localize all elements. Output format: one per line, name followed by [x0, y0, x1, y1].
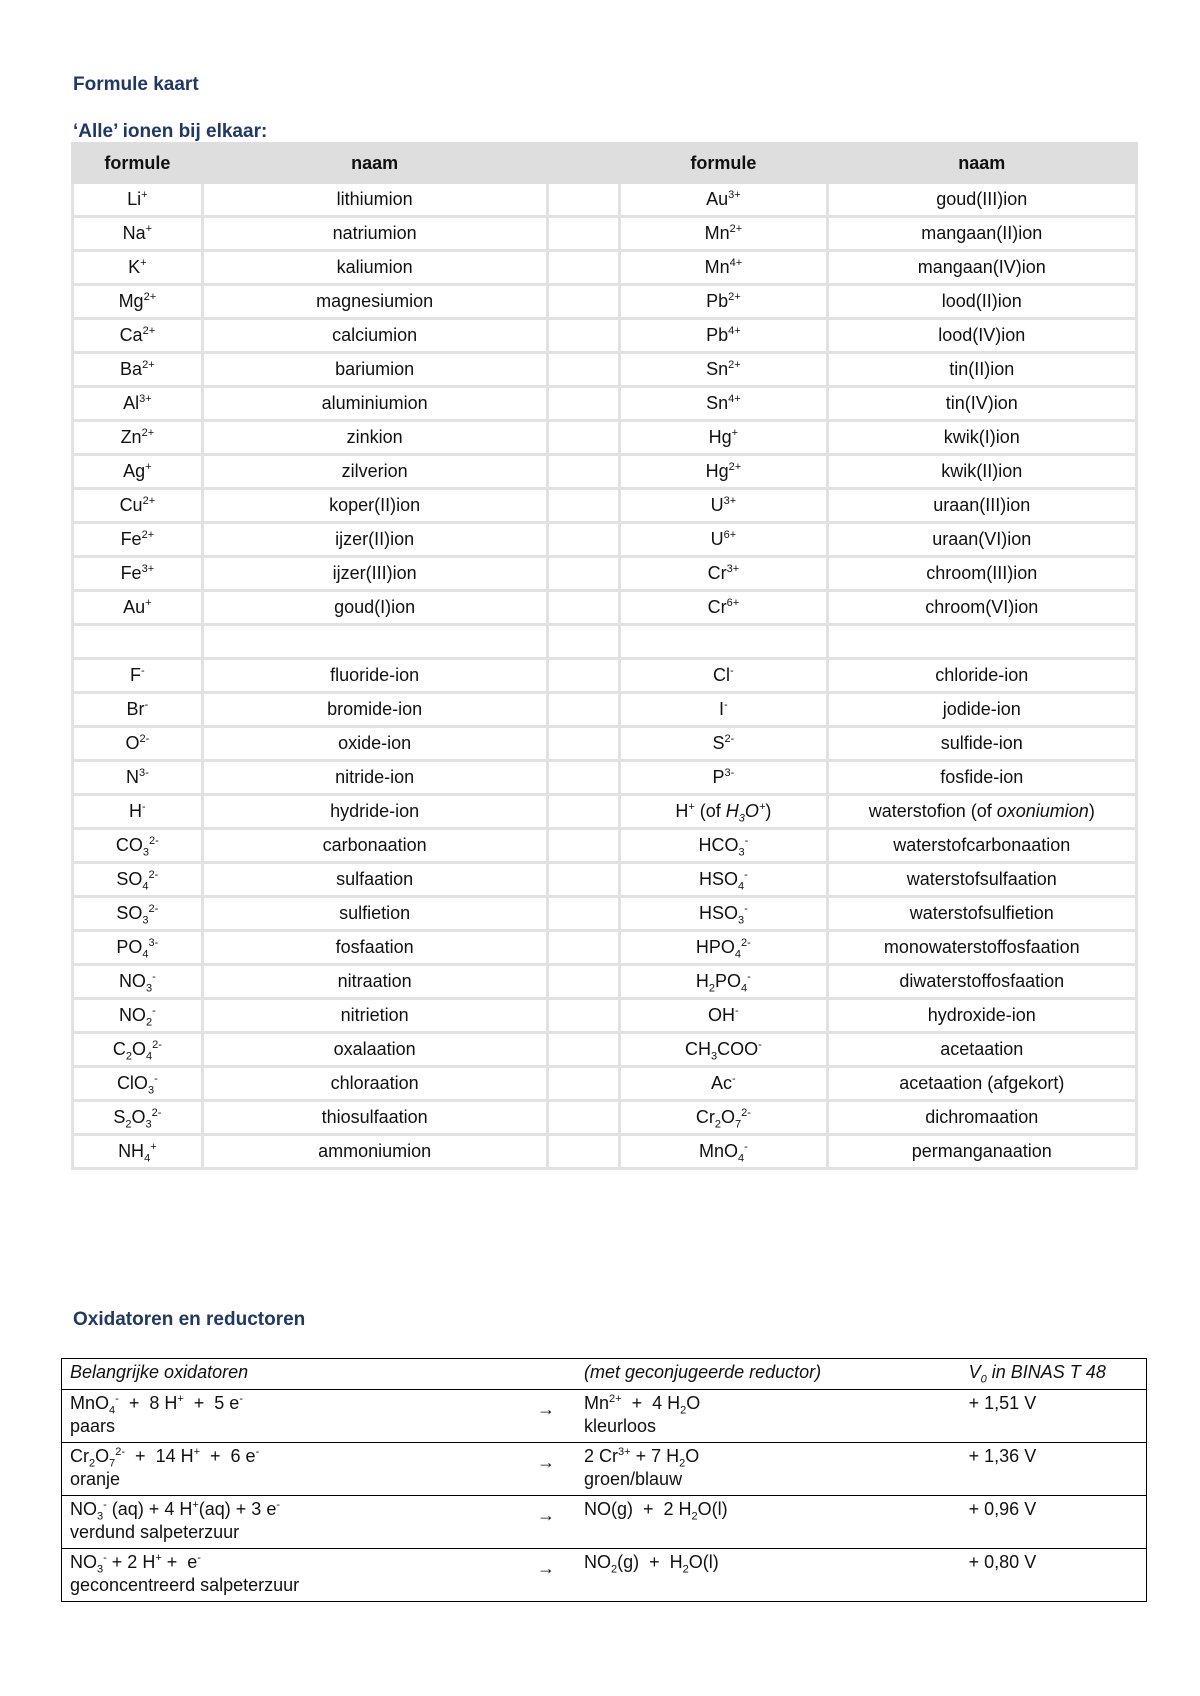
ion-name-left: fluoride-ion	[202, 659, 547, 693]
ion-row	[73, 421, 1137, 455]
ion-name-left: bariumion	[202, 353, 547, 387]
ion-formula-left: $S_2O_3^{2-}$	[73, 1101, 203, 1135]
ion-spacer-cell	[547, 1101, 620, 1135]
ion-formula-left: Li+	[73, 183, 203, 217]
ion-spacer-cell	[547, 1033, 620, 1067]
ion-row	[73, 523, 1137, 557]
ion-name-left: koper(II)ion	[202, 489, 547, 523]
ion-name-left: goud(I)ion	[202, 591, 547, 625]
ox-header-spacer	[516, 1359, 576, 1390]
ion-formula-right: $Cr_2O_7^{2-}$	[620, 1101, 827, 1135]
ion-name-right: chloride-ion	[827, 659, 1136, 693]
ion-spacer-cell	[547, 523, 620, 557]
reaction-arrow: →	[516, 1496, 576, 1549]
ion-formula-left: $Fe^{3+}$	[73, 557, 203, 591]
ion-name-right: sulfide-ion	[827, 727, 1136, 761]
ion-formula-left: $N^{3-}$	[73, 761, 203, 795]
ion-name-left: sulfaation	[202, 863, 547, 897]
ion-spacer-cell	[547, 251, 620, 285]
ion-name-left: nitride-ion	[202, 761, 547, 795]
reaction-arrow: →	[516, 1549, 576, 1602]
ion-row	[73, 693, 1137, 727]
ion-formula-left: $CO_3^{2-}$	[73, 829, 203, 863]
ion-formula-left: H-	[73, 795, 203, 829]
ion-name-right: dichromaation	[827, 1101, 1136, 1135]
ion-name-left: natriumion	[202, 217, 547, 251]
ion-name-left: ijzer(II)ion	[202, 523, 547, 557]
reductor-cell	[576, 1390, 961, 1443]
ion-row	[73, 251, 1137, 285]
ion-row	[73, 863, 1137, 897]
ions-table	[71, 142, 1138, 1170]
ion-name-left: aluminiumion	[202, 387, 547, 421]
ions-header-row	[73, 144, 1137, 183]
reaction-arrow: →	[516, 1390, 576, 1443]
ions-heading: ‘Alle’ ionen bij elkaar:	[73, 121, 268, 142]
ion-name-left: lithiumion	[202, 183, 547, 217]
ion-formula-right: $CH_3COO^-$	[620, 1033, 827, 1067]
ion-name-right: permanganaation	[827, 1135, 1136, 1169]
standard-potential: + 0,96 V	[961, 1496, 1147, 1549]
ion-name-left: kaliumion	[202, 251, 547, 285]
ion-row	[73, 795, 1137, 829]
ion-row	[73, 353, 1137, 387]
ion-spacer-cell	[547, 727, 620, 761]
ion-formula-right: $HCO_3^-$	[620, 829, 827, 863]
ion-formula-right: $Au^{3+}$	[620, 183, 827, 217]
ion-row	[73, 999, 1137, 1033]
reductor-color-note	[584, 1574, 953, 1597]
ion-row	[73, 489, 1137, 523]
ion-name-left: hydride-ion	[202, 795, 547, 829]
ion-spacer-cell	[547, 353, 620, 387]
oxidator-color-note: geconcentreerd salpeterzuur	[70, 1575, 300, 1595]
ion-name-left: oxide-ion	[202, 727, 547, 761]
ion-formula-right: $U^{6+}$	[620, 523, 827, 557]
ox-header-potential: $V_0$ in BINAS T 48	[961, 1359, 1147, 1390]
ion-name-right: uraan(III)ion	[827, 489, 1136, 523]
ion-formula-left: Au+	[73, 591, 203, 625]
ion-formula-left: $Zn^{2+}$	[73, 421, 203, 455]
ion-formula-right: $S^{2-}$	[620, 727, 827, 761]
header-formule-left: formule	[73, 144, 203, 183]
ion-formula-right: $U^{3+}$	[620, 489, 827, 523]
oxidators-table	[61, 1358, 1147, 1602]
ion-spacer-cell	[547, 1135, 620, 1169]
reductor-equation: $Mn^{2+} + 4$ $H_2O$	[584, 1393, 701, 1417]
ion-name-left: chloraation	[202, 1067, 547, 1101]
reductor-color-note	[584, 1521, 953, 1544]
ion-row	[73, 217, 1137, 251]
ion-row	[73, 1033, 1137, 1067]
oxidator-cell	[62, 1390, 517, 1443]
ion-formula-left: Na+	[73, 217, 203, 251]
ion-row	[73, 1135, 1137, 1169]
ion-formula-left: $NO_3^-$	[73, 965, 203, 999]
ion-name-right: jodide-ion	[827, 693, 1136, 727]
header-naam-left: naam	[202, 144, 547, 183]
reductor-cell	[576, 1496, 961, 1549]
ion-formula-right: $Pb^{2+}$	[620, 285, 827, 319]
reductor-equation: $NO_2(g) + H_2O(l)$	[584, 1552, 719, 1576]
ion-name-right: acetaation	[827, 1033, 1136, 1067]
ion-row	[73, 965, 1137, 999]
reductor-cell	[576, 1549, 961, 1602]
ion-name-left: nitraation	[202, 965, 547, 999]
ion-name-right: mangaan(IV)ion	[827, 251, 1136, 285]
ion-formula-right: $Hg^{2+}$	[620, 455, 827, 489]
ion-row	[73, 1101, 1137, 1135]
oxidator-equation: $NO_3^-$ (aq) + 4 H+(aq) + 3 e-	[70, 1499, 280, 1523]
ion-name-right	[827, 625, 1136, 659]
ion-formula-right: $Sn^{2+}$	[620, 353, 827, 387]
ion-formula-right: MnO$_4$-	[620, 1135, 827, 1169]
ion-formula-right: $H_2PO_4^-$	[620, 965, 827, 999]
ion-row	[73, 625, 1137, 659]
ion-name-right: mangaan(II)ion	[827, 217, 1136, 251]
ion-spacer-cell	[547, 625, 620, 659]
oxidator-row	[62, 1496, 1147, 1549]
ion-formula-left: $NH_4^+$	[73, 1135, 203, 1169]
oxidator-color-note: paars	[70, 1416, 116, 1436]
ion-name-left: sulfietion	[202, 897, 547, 931]
ion-name-left: carbonaation	[202, 829, 547, 863]
ion-formula-right: $HSO_3^-$	[620, 897, 827, 931]
ox-header-reductor: (met geconjugeerde reductor)	[576, 1359, 961, 1390]
ion-formula-right: $Mn^{2+}$	[620, 217, 827, 251]
ion-formula-left: $Cu^{2+}$	[73, 489, 203, 523]
ion-formula-right: Ac-	[620, 1067, 827, 1101]
ion-name-left: zinkion	[202, 421, 547, 455]
ion-formula-right	[620, 625, 827, 659]
ion-name-right: diwaterstoffosfaation	[827, 965, 1136, 999]
ion-spacer-cell	[547, 693, 620, 727]
ion-row	[73, 387, 1137, 421]
ion-formula-right: OH-	[620, 999, 827, 1033]
ion-formula-left: $Al^{3+}$	[73, 387, 203, 421]
oxidator-row	[62, 1390, 1147, 1443]
ion-spacer-cell	[547, 183, 620, 217]
ion-formula-left: $Ba^{2+}$	[73, 353, 203, 387]
ion-spacer-cell	[547, 931, 620, 965]
ion-row	[73, 727, 1137, 761]
ion-name-right: kwik(I)ion	[827, 421, 1136, 455]
ion-name-right: waterstofcarbonaation	[827, 829, 1136, 863]
ion-row	[73, 591, 1137, 625]
ion-name-left: bromide-ion	[202, 693, 547, 727]
ion-spacer-cell	[547, 557, 620, 591]
ion-name-left: ammoniumion	[202, 1135, 547, 1169]
reductor-cell	[576, 1443, 961, 1496]
reaction-arrow: →	[516, 1443, 576, 1496]
ion-formula-left: $Fe^{2+}$	[73, 523, 203, 557]
ion-name-right: tin(II)ion	[827, 353, 1136, 387]
ion-formula-left: $SO_4^{2-}$	[73, 863, 203, 897]
ion-formula-right: $Cr^{3+}$	[620, 557, 827, 591]
ion-row	[73, 761, 1137, 795]
ion-spacer-cell	[547, 285, 620, 319]
ion-name-right: lood(II)ion	[827, 285, 1136, 319]
oxidators-heading: Oxidatoren en reductoren	[73, 1309, 306, 1330]
oxidator-equation: MnO$_4$- + 8 H+ + 5 e-	[70, 1393, 243, 1417]
ion-name-left: zilverion	[202, 455, 547, 489]
ion-formula-left: $NO_2^-$	[73, 999, 203, 1033]
ion-spacer-cell	[547, 489, 620, 523]
ion-formula-right: $P^{3-}$	[620, 761, 827, 795]
ion-spacer-cell	[547, 455, 620, 489]
ion-spacer-cell	[547, 1067, 620, 1101]
ion-formula-left: $Mg^{2+}$	[73, 285, 203, 319]
ion-formula-right: $Mn^{4+}$	[620, 251, 827, 285]
ion-name-right: waterstofion (of oxoniumion)	[827, 795, 1136, 829]
ion-name-right: tin(IV)ion	[827, 387, 1136, 421]
oxidator-equation: $Cr_2O_7^{2-} + 14$ H+ + 6 e-	[70, 1446, 260, 1470]
ion-row	[73, 183, 1137, 217]
ion-row	[73, 319, 1137, 353]
ion-spacer-cell	[547, 965, 620, 999]
ion-row	[73, 285, 1137, 319]
ion-name-right: waterstofsulfaation	[827, 863, 1136, 897]
ion-spacer-cell	[547, 795, 620, 829]
ion-formula-left: $PO_4^{3-}$	[73, 931, 203, 965]
ion-name-left: calciumion	[202, 319, 547, 353]
ion-row	[73, 455, 1137, 489]
ion-row	[73, 897, 1137, 931]
ion-formula-left: Br-	[73, 693, 203, 727]
ion-formula-right: $Pb^{4+}$	[620, 319, 827, 353]
ion-name-right: kwik(II)ion	[827, 455, 1136, 489]
ion-name-left: fosfaation	[202, 931, 547, 965]
ion-name-left: nitrietion	[202, 999, 547, 1033]
ion-spacer-cell	[547, 421, 620, 455]
ion-name-left	[202, 625, 547, 659]
ion-spacer-cell	[547, 863, 620, 897]
ion-spacer-cell	[547, 897, 620, 931]
reductor-equation: NO(g) + 2 $H_2O(l)$	[584, 1499, 728, 1523]
ion-spacer-cell	[547, 659, 620, 693]
ion-spacer-cell	[547, 319, 620, 353]
reductor-color-note: kleurloos	[584, 1416, 657, 1436]
ion-formula-left	[73, 625, 203, 659]
ion-formula-left: K+	[73, 251, 203, 285]
header-formule-right: formule	[620, 144, 827, 183]
oxidator-color-note: oranje	[70, 1469, 121, 1489]
ion-formula-right: $HSO_4^-$	[620, 863, 827, 897]
ion-row	[73, 931, 1137, 965]
ion-formula-left: $Ca^{2+}$	[73, 319, 203, 353]
ion-formula-left: $C_2O_4^{2-}$	[73, 1033, 203, 1067]
oxidator-row	[62, 1443, 1147, 1496]
ion-name-left: ijzer(III)ion	[202, 557, 547, 591]
ion-row	[73, 659, 1137, 693]
ion-row	[73, 829, 1137, 863]
ion-formula-right: $HPO_4^{2-}$	[620, 931, 827, 965]
ion-row	[73, 557, 1137, 591]
ion-spacer-cell	[547, 829, 620, 863]
oxidator-cell	[62, 1496, 517, 1549]
ion-formula-left: ClO$_3$-	[73, 1067, 203, 1101]
ion-spacer-cell	[547, 387, 620, 421]
ion-formula-right: $Sn^{4+}$	[620, 387, 827, 421]
reductor-color-note: groen/blauw	[584, 1469, 683, 1489]
ion-formula-right: Cl-	[620, 659, 827, 693]
ox-header-oxidators: Belangrijke oxidatoren	[62, 1359, 517, 1390]
ion-name-right: goud(III)ion	[827, 183, 1136, 217]
ion-name-right: lood(IV)ion	[827, 319, 1136, 353]
oxidator-cell	[62, 1443, 517, 1496]
ion-name-right: uraan(VI)ion	[827, 523, 1136, 557]
header-spacer	[547, 144, 620, 183]
oxidator-color-note: verdund salpeterzuur	[70, 1522, 240, 1542]
ion-spacer-cell	[547, 217, 620, 251]
oxidator-equation: $NO_3^- + 2$ H+ + e-	[70, 1552, 201, 1576]
standard-potential: + 0,80 V	[961, 1549, 1147, 1602]
ion-name-right: fosfide-ion	[827, 761, 1136, 795]
ion-formula-left: $SO_3^{2-}$	[73, 897, 203, 931]
reductor-equation: 2 $Cr^{3+} + 7$ $H_2O$	[584, 1446, 700, 1470]
standard-potential: + 1,51 V	[961, 1390, 1147, 1443]
header-naam-right: naam	[827, 144, 1136, 183]
ion-formula-right: Hg+	[620, 421, 827, 455]
ion-spacer-cell	[547, 999, 620, 1033]
ion-formula-right: $Cr^{6+}$	[620, 591, 827, 625]
ion-formula-left: $O^{2-}$	[73, 727, 203, 761]
ion-name-left: thiosulfaation	[202, 1101, 547, 1135]
ion-formula-right: H+ (of $H_3O^+$)	[620, 795, 827, 829]
ion-spacer-cell	[547, 591, 620, 625]
standard-potential: + 1,36 V	[961, 1443, 1147, 1496]
page-title: Formule kaart	[73, 74, 199, 95]
ion-name-right: acetaation (afgekort)	[827, 1067, 1136, 1101]
ion-name-right: hydroxide-ion	[827, 999, 1136, 1033]
ion-name-right: chroom(VI)ion	[827, 591, 1136, 625]
ion-name-left: magnesiumion	[202, 285, 547, 319]
oxidators-header-row	[62, 1359, 1147, 1390]
oxidator-cell	[62, 1549, 517, 1602]
ion-row	[73, 1067, 1137, 1101]
ion-formula-left: Ag+	[73, 455, 203, 489]
ion-name-right: waterstofsulfietion	[827, 897, 1136, 931]
oxidator-row	[62, 1549, 1147, 1602]
ion-formula-left: F-	[73, 659, 203, 693]
ion-name-left: oxalaation	[202, 1033, 547, 1067]
ion-spacer-cell	[547, 761, 620, 795]
ion-name-right: chroom(III)ion	[827, 557, 1136, 591]
ion-formula-right: I-	[620, 693, 827, 727]
ion-name-right: monowaterstoffosfaation	[827, 931, 1136, 965]
